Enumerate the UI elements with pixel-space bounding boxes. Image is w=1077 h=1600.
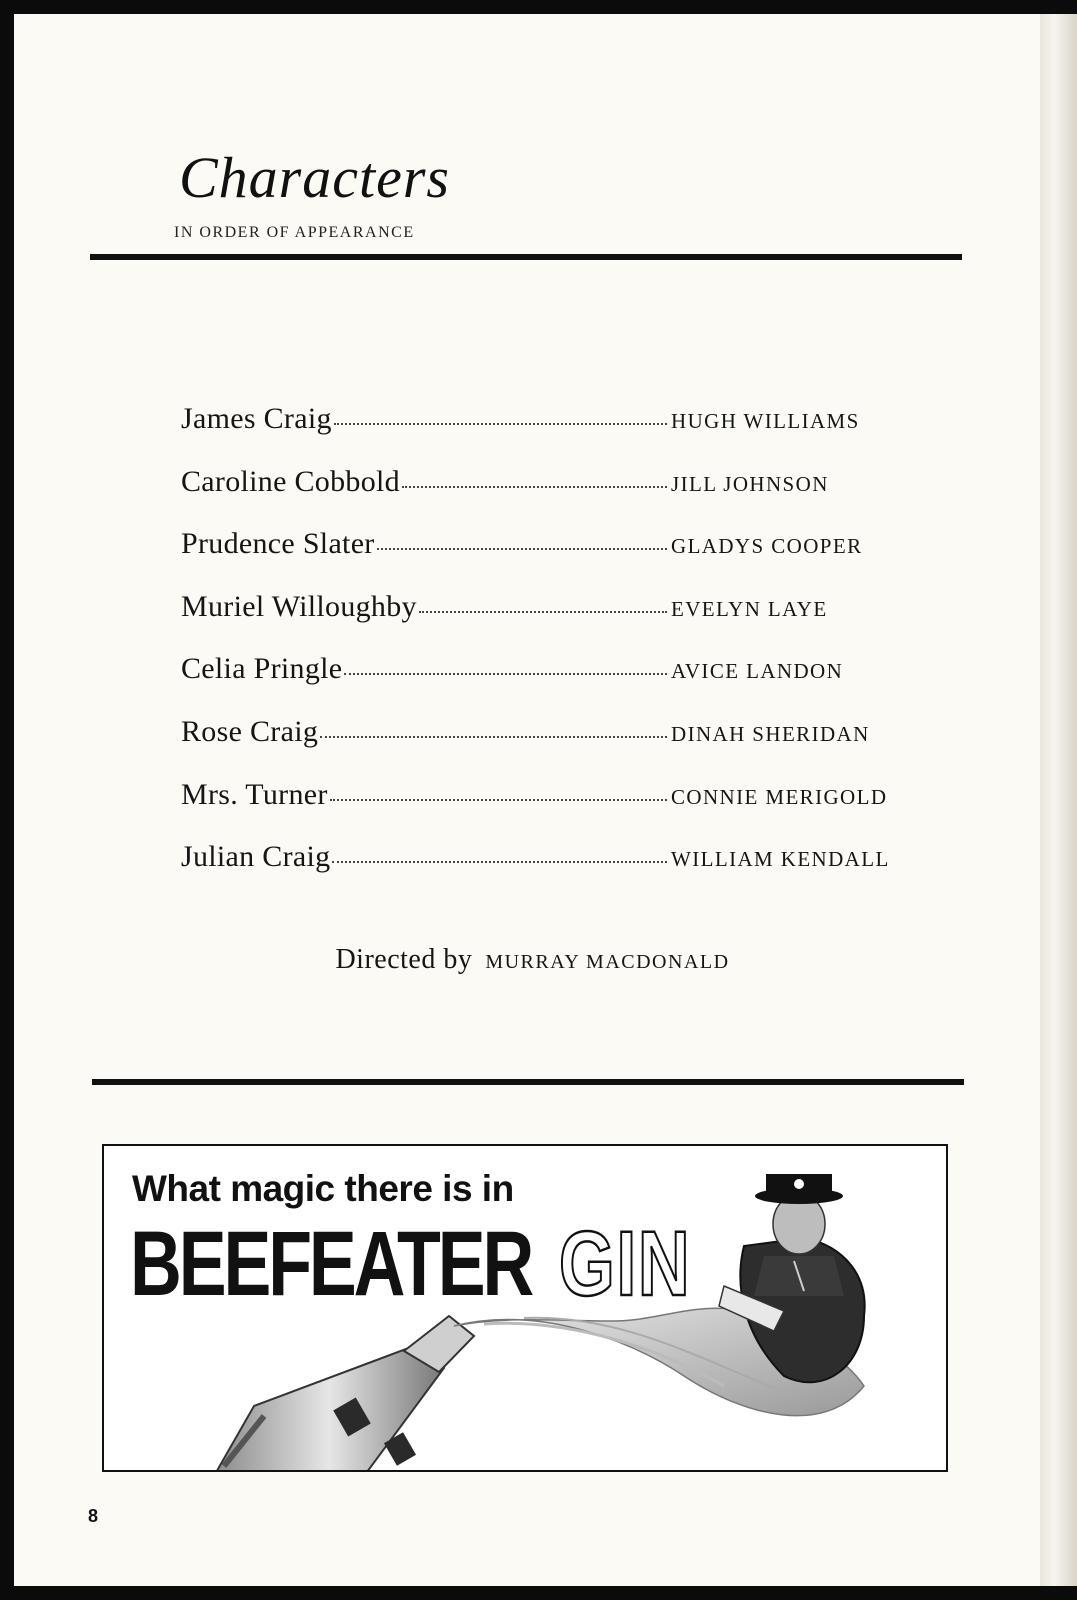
programme-page xyxy=(14,14,1051,1586)
dot-leader xyxy=(377,548,667,550)
gin-bottle-icon xyxy=(214,1316,474,1470)
cast-row xyxy=(181,652,921,715)
character-name: Mrs. Turner xyxy=(181,777,328,811)
character-name: Celia Pringle xyxy=(181,652,343,686)
page-subtitle: IN ORDER OF APPEARANCE xyxy=(174,224,415,241)
character-name: Rose Craig xyxy=(181,714,319,748)
character-name: Muriel Willoughby xyxy=(181,589,417,623)
page-edge xyxy=(1040,14,1077,1586)
cast-row xyxy=(181,840,921,903)
page-number: 8 xyxy=(88,1506,99,1526)
cast-row xyxy=(181,527,921,590)
character-name: Prudence Slater xyxy=(181,527,375,561)
dot-leader xyxy=(320,736,667,738)
actor-name: EVELYN LAYE xyxy=(671,596,828,621)
dot-leader xyxy=(334,423,667,425)
bottom-divider xyxy=(92,1079,964,1085)
ad-product-name: GIN xyxy=(559,1213,692,1315)
actor-name: GLADYS COOPER xyxy=(671,534,863,559)
character-name: James Craig xyxy=(181,402,332,435)
dot-leader xyxy=(419,611,667,613)
ad-brand-name: BEEFEATER xyxy=(130,1213,532,1315)
actor-name: HUGH WILLIAMS xyxy=(671,409,860,433)
cast-list xyxy=(181,402,921,903)
actor-name: JILL JOHNSON xyxy=(671,471,829,496)
actor-name: WILLIAM KENDALL xyxy=(671,847,890,872)
dot-leader xyxy=(330,799,667,801)
character-name: Julian Craig xyxy=(181,840,331,874)
director-credit xyxy=(14,944,1051,976)
ad-tagline: What magic there is in xyxy=(132,1168,514,1209)
directed-by-label: Directed by xyxy=(335,944,473,975)
dot-leader xyxy=(344,673,667,675)
cast-row xyxy=(181,465,921,528)
page-title: Characters xyxy=(179,145,450,210)
actor-name: CONNIE MERIGOLD xyxy=(671,784,888,809)
beefeater-gin-advertisement xyxy=(102,1144,948,1472)
cast-row xyxy=(181,778,921,841)
dot-leader xyxy=(402,486,667,488)
actor-name: AVICE LANDON xyxy=(671,659,844,684)
character-name: Caroline Cobbold xyxy=(181,464,400,498)
cast-row xyxy=(181,402,921,465)
top-divider xyxy=(90,254,962,260)
cast-row xyxy=(181,715,921,778)
dot-leader xyxy=(332,861,667,863)
cast-row xyxy=(181,590,921,653)
director-name: MURRAY MACDONALD xyxy=(485,951,730,973)
actor-name: DINAH SHERIDAN xyxy=(671,721,870,746)
